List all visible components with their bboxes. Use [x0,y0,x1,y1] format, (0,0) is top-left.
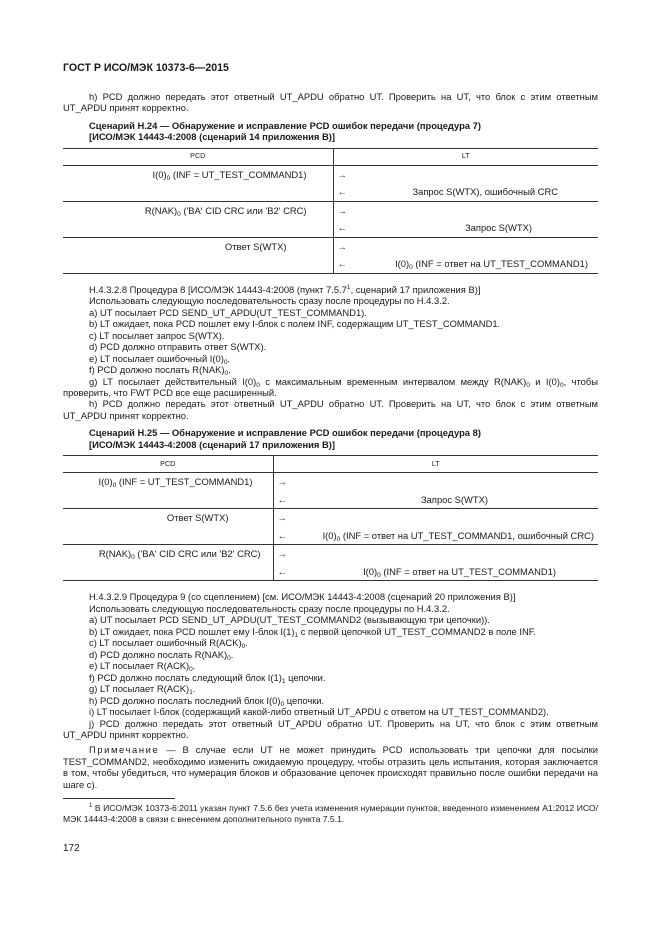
procedure-step: a) UT посылает PCD SEND_UT_APDU(UT_TEST_COMMAND2 (вызывающую три цепочки)). [89,614,490,626]
table-row [63,509,598,527]
pcd-message: Ответ S(WTX) [63,237,333,255]
pcd-message: $R(NAK)_0$ ('BA' CID CRC или 'B2' CRC) [63,201,333,219]
arrow-left-icon: ← [277,529,287,541]
arrow-right-icon: → [337,168,347,180]
note-paragraph [63,744,598,790]
procedure-step: b) LT ожидает, пока PCD пошлет ему I-блок с полем INF, содержащим UT_TEST_COMMAND1. [89,318,501,330]
arrow-right-icon: → [273,545,301,563]
lt-message: Запрос S(WTX) [465,222,532,234]
arrow-left-icon: ← [333,255,361,273]
arrow-left-icon: ← [273,563,301,581]
pcd-message: $R(NAK)_0$ ('BA' CID CRC или 'B2' CRC) [63,545,273,563]
arrow-right-icon: → [273,509,301,527]
document-header: ГОСТ Р ИСО/МЭК 10373-6—2015 [63,62,229,74]
footnote-mark: 1 [89,803,93,810]
footnote-text: В ИСО/МЭК 10373-6:2011 указан пункт 7.5.6 без учета изменения нумерации пунктов, введенного изменением А1:2012 ИСО/МЭК 14443-4:2008 в связи с внесением дополнительного пункта 7.5.1. [63,803,598,824]
arrow-right-icon: → [333,201,361,219]
procedure-step: i) LT посылает I-блок (содержащий какой-либо ответный UT_APDU с ответом на UT_TEST_COMMAND2). [89,706,549,718]
procedure-step: d) PCD должно отправить ответ S(WTX). [89,341,267,353]
table-row [63,237,598,255]
table-row [63,545,598,563]
scenario-24-title [89,120,598,143]
footnote-divider [63,798,175,799]
scenario-25-title-line2: [ИСО/МЭК 14443-4:2008 (сценарий 17 приложения В)] [89,438,336,450]
arrow-left-icon: ← [337,222,347,234]
procedure-8-heading: Н.4.3.2.8 Процедура 8 [ИСО/МЭК 14443-4:2008 (пункт 7.5.7$^1$, сценарий 17 приложения В)] [89,283,481,295]
scenario-24-title-line1: Сценарий Н.24 — Обнаружение и исправление PCD ошибок передачи (процедура 7) [89,119,481,131]
note-text: — В случае если UT не может принудить PCD использовать три цепочки для посылки TEST_COMMAND2, необходимо изменить ожидаемую процедуру, чтобы отразить цель испытания, которая заключается в том, чтобы убедиться, что нумерация блоков и образование цепочек происходят правильно после ошибки передачи на шаге с). [63,744,598,790]
procedure-9-intro: Использовать следующую последовательность сразу после процедуры по Н.4.3.2. [89,602,450,614]
procedure-step: b) LT ожидает, пока PCD пошлет ему I-блок $I(1)_1$ с первой цепочкой UT_TEST_COMMAND2 в поле INF. [89,625,536,639]
scenario-24-table [63,148,598,274]
arrow-right-icon: → [333,237,361,255]
procedure-step: h) PCD должно послать последний блок $I(0)_0$ цепочки. [89,694,325,708]
table-row [63,255,598,273]
procedure-8 [63,284,598,422]
procedure-step: f) PCD должно послать следующий блок $I(1)_1$ цепочки. [89,671,326,685]
scenario-25-table [63,455,598,581]
lt-message: Запрос S(WTX) [421,493,488,505]
arrow-left-icon: ← [277,493,287,505]
lt-message: $I(0)_0$ (INF = ответ на UT_TEST_COMMAND1) [301,563,598,581]
table-header-row [63,148,598,165]
procedure-step: e) LT посылает $R(ACK)_0$. [89,660,196,674]
scenario-25-title-line1: Сценарий Н.25 — Обнаружение и исправление PCD ошибок передачи (процедура 8) [89,427,481,439]
intro-step-h: h) PCD должно передать этот ответный UT_APDU обратно UT. Проверить на UT, что блок с этим ответным UT_APDU принят корректно. [63,90,598,114]
procedure-step: c) LT посылает ошибочный $R(ACK)_0$. [89,637,248,651]
table-row [63,219,598,237]
table-row [63,491,598,509]
procedure-step: d) PCD должно послать $R(NAK)_0$. [89,648,234,662]
procedure-step: c) LT посылает запрос S(WTX). [89,329,225,341]
arrow-left-icon: ← [337,186,347,198]
lt-message: Запрос S(WTX), ошибочный CRC [412,186,558,198]
table-header-row [63,456,598,473]
page-number: 172 [63,843,80,854]
procedure-step: a) UT посылает PCD SEND_UT_APDU(UT_TEST_COMMAND1). [89,306,367,318]
table-row [63,473,598,491]
table-row [63,165,598,183]
column-header-lt: LT [273,456,598,473]
procedure-8-intro: Использовать следующую последовательность сразу после процедуры по Н.4.3.2. [89,295,450,307]
table-row [63,527,598,545]
column-header-pcd: PCD [63,456,273,473]
procedure-step: j) PCD должно передать этот ответный UT_APDU обратно UT. Проверить на UT, что блок с этим ответным UT_APDU принят корректно. [63,717,598,740]
document-page [63,62,598,824]
arrow-right-icon: → [277,476,287,488]
column-header-lt: LT [333,148,598,165]
procedure-step: g) LT посылает $R(ACK)_1$. [89,683,196,697]
column-header-pcd: PCD [63,148,333,165]
procedure-step: e) LT посылает ошибочный $I(0)_0$. [89,352,231,366]
procedure-step: h) PCD должно передать этот ответный UT_APDU обратно UT. Проверить на UT, что блок с этим ответным UT_APDU принят корректно. [63,398,598,421]
pcd-message: Ответ S(WTX) [63,509,273,527]
pcd-message: $I(0)_0$ (INF = UT_TEST_COMMAND1) [63,473,273,491]
procedure-step: g) LT посылает действительный $I(0)_0$ с максимальным временным интервалом между $R(NAK)_0$ и $I(0)_0$, чтобы проверить, что FWT PCD все еще расширенный. [63,375,598,399]
procedure-step: f) PCD должно послать $R(NAK)_0$. [89,364,231,378]
table-row [63,183,598,201]
footnote-ref: 1 [346,283,351,291]
scenario-24-title-line2: [ИСО/МЭК 14443-4:2008 (сценарий 14 приложения В)] [89,131,336,143]
lt-message: $I(0)_0$ (INF = ответ на UT_TEST_COMMAND1) [361,255,598,273]
scenario-25-title [89,427,598,450]
procedure-9 [63,591,598,740]
procedure-9-heading: Н.4.3.2.9 Процедура 9 (со сцеплением) [см. ИСО/МЭК 14443-4:2008 (сценарий 20 приложения В)] [89,591,516,603]
table-row [63,563,598,581]
footnote [63,803,598,824]
note-label: Примечание [89,744,160,756]
lt-message: $I(0)_0$ (INF = ответ на UT_TEST_COMMAND1, ошибочный CRC) [322,529,594,543]
table-row [63,201,598,219]
pcd-message: $I(0)_0$ (INF = UT_TEST_COMMAND1) [63,165,333,183]
